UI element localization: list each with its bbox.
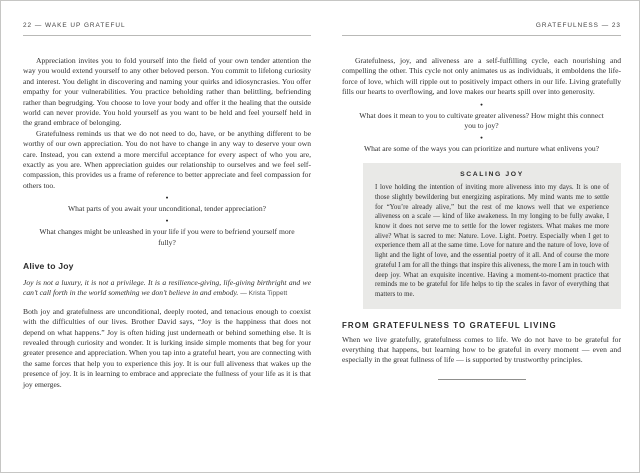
running-head-right: GRATEFULNESS — 23 <box>342 22 621 36</box>
paragraph: When we live gratefully, gratefulness comes to life. We do not have to be grateful for everything that happens, but learning how to be grateful in every moment — even and especially in the great fullness of life — is supported by trustworthy principles. <box>342 334 621 365</box>
reflection-question: What are some of the ways you can prioritize and nurture what enlivens you? <box>363 144 600 154</box>
callout-body: I love holding the intention of inviting more aliveness into my days. It is one of those slightly bewildering but energizing aspirations. My mind wants me to settle for “You’re already alive,” but the rest of me knows well that we experience aliveness on a scale — kind of like awakeness. In my longing to be fully awake, I know it does not serve me to settle for the lower registers. What makes me more alive? What is sacred to me: Nature. Love. Light. Poetry. Especially when I get to experience them all at the same time. Love for nature and the nature of love, love of light and the light of love, and the essential poetry of it all. And of course the more grateful I am for all the things that inspire this aliveness, the more I am in touch with deep joy. What an exquisite incentive. Having a moment-to-moment practice that reminds me to be grateful for life helps to tip the scales in favor of everything that matters to me. <box>375 184 609 298</box>
bullet-ornament-icon: ● <box>165 195 169 201</box>
epigraph-quote: Joy is not a luxury, it is not a privilege. It is a resilience-giving, life-giving birthright and we can’t call forth in the world something we don’t believe in and embody. <box>23 277 311 298</box>
epigraph <box>23 278 311 300</box>
paragraph: Both joy and gratefulness are unconditional, deeply rooted, and tenacious enough to coexist with the difficulties of our lives. Brother David says, “Joy is the happiness that does not depend on what happens.” Joy is often hiding just underneath or behind something else. It is revealed through curiosity and wonder. It is lurking inside simple moments that beg for your greater presence and appreciation. When you tap into a grateful heart, you are connecting with the same forces that help you to experience this joy. It is our full aliveness that wakes up the presence of joy. It is in learning to embrace and appreciate the fullness of your life as it is that joy emerges. <box>23 306 311 389</box>
paragraph: Gratefulness, joy, and aliveness are a self-fulfilling cycle, each nourishing and compelling the other. This cycle not only animates us as individuals, it emboldens the life-force of love, which will ripple out to positively impact others in our life. Living gratefully fills our hearts to overflowing, and love makes our hearts spill over into generosity. <box>342 56 621 97</box>
section-end-rule <box>438 379 526 380</box>
reflection-question: What does it mean to you to cultivate greater aliveness? How might this connect you to joy? <box>359 110 604 130</box>
reflection-question: What parts of you await your unconditional, tender appreciation? <box>67 204 266 214</box>
running-head-left: 22 — WAKE UP GRATEFUL <box>23 22 311 36</box>
callout-title: SCALING JOY <box>460 171 524 179</box>
section-heading: Alive to Joy <box>23 260 74 271</box>
paragraph: Appreciation invites you to fold yourself into the field of your own tender attention the way you would extend yourself to any other beloved person. You commit to lifelong curiosity and interest. You delight in discovering and naming your quirks and idiosyncrasies. You offer empathy for your vulnerabilities. You practice beholding rather than belittling, befriending rather than begrudging. You choose to love your body and offer it the healing that the outside world can never provide. You hold yourself as you want to be held and feel yourself held in the grand embrace of belonging. <box>23 56 311 128</box>
reflection-question: What changes might be unleashed in your life if you were to befriend yourself more fully? <box>39 227 295 247</box>
bullet-ornament-icon: ● <box>165 218 169 224</box>
epigraph-attribution: — Krista Tippett <box>240 290 288 298</box>
bullet-ornament-icon: ● <box>480 135 483 141</box>
callout-box <box>363 163 621 308</box>
bullet-ornament-icon: ● <box>480 101 483 107</box>
page-left <box>23 22 311 390</box>
page-right <box>342 22 621 380</box>
paragraph: Gratefulness reminds us that we do not need to do, have, or be anything different to be worthy of our own appreciation. You do not have to change in any way to deserve your own care. Instead, you can extend a more merciful acceptance for every aspect of who you are, exactly as you are. When appreciation guides our relationship to ourselves and we feel self-compassion, this provides us a frame of reference to better appreciate and feel compassion for others too. <box>23 128 311 190</box>
section-heading: FROM GRATEFULNESS TO GRATEFUL LIVING <box>342 320 557 330</box>
